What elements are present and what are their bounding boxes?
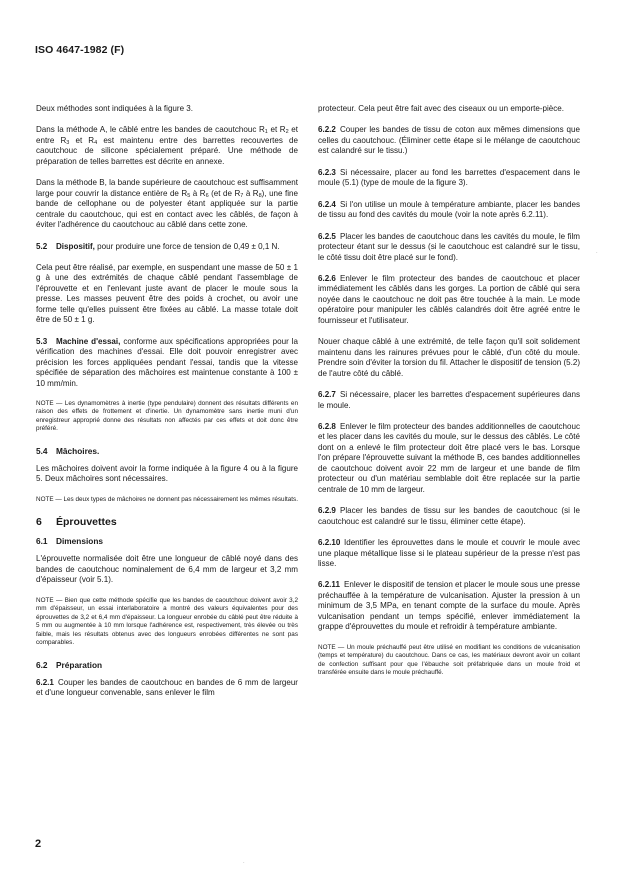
page-number: 2 [35,838,42,850]
section-5-3: 5.3 Machine d'essai, conforme aux spécifications appropriées pour la vérification des machines d'essai. Elle doit pouvoir enregistrer avec précision les forces appliquées pendant l'essai, tandis que la vitesse spécifiée de séparation des mâchoires est maintenue constante à 100 ± 10 mm/min. [36,336,298,388]
section-6-2-7: 6.2.7 Si nécessaire, placer les barrettes d'espacement supérieures dans le moule. [318,390,580,410]
section-5-2: 5.2 Dispositif, pour produire une force de tension de 0,49 ± 0,1 N. [36,241,280,251]
note: NOTE — Les deux types de mâchoires ne donnent pas nécessairement les mêmes résultats. [36,495,298,503]
paragraph-method-a: Dans la méthode A, le câblé entre les bandes de caoutchouc $R_1$ et $R_2$ et entre $R_3$ et $R_4$ est maintenu entre des barrettes recouvertes de caoutchouc de silicone spécialement préparé. Une méthode de préparation de telles barrettes est décrite en annexe. [36,125,299,166]
section-6-2-11: 6.2.11 Enlever le dispositif de tension et placer le moule sous une presse préchauffée à la température de vulcanisation. Ajuster la pression à un minimum de 3,5 MPa, en tenant compte de la surface du moule. Après vulcanisation pendant un temps spécifié, enlever immédiatement la grappe d'éprouvettes du moule et refroidir à température ambiante. [318,580,580,632]
section-6-2-1: 6.2.1 Couper les bandes de caoutchouc en bandes de 6 mm de largeur et d'une longueur convenable, sans enlever le film [36,677,298,698]
section-6-heading: 6 Éprouvettes [36,516,117,529]
section-6-1-heading: 6.1 Dimensions [36,536,104,547]
section-6-2-2: 6.2.2 Couper les bandes de tissu de coton aux mêmes dimensions que celles du caoutchouc. (Éliminer cette étape si le mélange de caoutchouc est calandré sur le tissu.) [318,125,580,156]
paragraph: L'éprouvette normalisée doit être une longueur de câblé noyé dans des bandes de caoutchouc nominalement de 6,4 mm de largeur et 3,2 mm d'épaisseur (voir 5.1). [36,554,298,585]
section-6-2-3: 6.2.3 Si nécessaire, placer au fond les barrettes d'espacement dans le moule (5.1) (type de moule de la figure 3). [318,167,580,188]
right-column [318,104,580,690]
paragraph-method-b: Dans la méthode B, la bande supérieure de caoutchouc est suffisamment large pour couvrir la distance entière de $R_5$ à $R_6$ (et de $R_7$ à $R_8$), une fine bande de cellophane ou de polyester étant appliquée sur la partie centrale du caoutchouc, qui est en contact avec les câblés, de façon à éviter l'adhérence du caoutchouc au câblé dans cette zone. [36,178,298,230]
scan-speck: · [243,860,245,866]
left-column [36,104,298,710]
section-6-2-4: 6.2.4 Si l'on utilise un moule à température ambiante, placer les bandes de tissu au fond des cavités du moule (voir la note après 6.2.11). [318,199,580,220]
paragraph: Nouer chaque câblé à une extrémité, de telle façon qu'il soit solidement maintenu dans les rainures prévues pour le câblé, d'un côté du moule. Prendre soin d'éviter la torsion du fil. Attacher le dispositif de tension (5.2) de l'autre côté du câblé. [318,337,580,378]
section-6-2-9: 6.2.9 Placer les bandes de tissu sur les bandes de caoutchouc (si le caoutchouc est calandré sur le tissu, éliminer cette étape). [318,506,580,526]
note: NOTE — Les dynamomètres à inertie (type pendulaire) donnent des résultats différents en raison des effets de frottement et d'inertie. Un dynamomètre sans inertie muni d'un enregistreur approprié donne des résultats non affectés par ces effets et doit donc être préféré. [36,399,298,433]
note: NOTE — Un moule préchauffé peut être utilisé en modifiant les conditions de vulcanisation (temps et température) du caoutchouc. Dans ce cas, les matériaux devront avoir un collant de confection suffisant pour que l'ébauche soit préfabriquée dans un moule froid et transférée ensuite dans le moule préchauffé. [318,643,580,677]
section-6-2-10: 6.2.10 Identifier les éprouvettes dans le moule et couvrir le moule avec une plaque métallique lisse si le plateau supérieur de la presse n'est pas lisse. [318,538,580,568]
paragraph: Cela peut être réalisé, par exemple, en suspendant une masse de 50 ± 1 g à une des extrémités de chaque câblé pendant l'assemblage de l'éprouvette et en l'enlevant juste avant de placer le moule sous la presse. Les masses peuvent être des poids à crochet, ou avoir une forme telle qu'elles puissent être fixées au câblé. La masse totale doit être de 50 ± 1 g. [36,262,298,325]
section-6-2-6: 6.2.6 Enlever le film protecteur des bandes de caoutchouc et placer immédiatement les câblés dans les gorges. La portion de câblé qui sera noyée dans le caoutchouc ne doit pas être touchée à la main. Le mode opératoire pour manipuler les câblés calandrés doit être agréé entre le fournisseur et l'utilisateur. [318,273,580,325]
section-6-2-heading: 6.2 Préparation [36,659,103,670]
scan-speck: · [596,250,598,256]
paragraph: protecteur. Cela peut être fait avec des ciseaux ou un emporte-pièce. [318,104,565,113]
note: NOTE — Bien que cette méthode spécifie que les bandes de caoutchouc doivent avoir 3,2 mm d'épaisseur, un essai interlaboratoire a montré des valeurs équivalentes pour des éprouvettes de 3,2 et 6,4 mm d'épaisseur. La longueur enrobée du câblé peut être réduite à 5 mm ou augmentée à 10 mm lorsque l'adhérence est, respectivement, très élevée ou très faible, mais les résultats obtenus avec des longueurs enrobées différentes ne sont pas comparables. [36,596,298,647]
section-6-2-5: 6.2.5 Placer les bandes de caoutchouc dans les cavités du moule, le film protecteur étant sur le dessus (si le caoutchouc est calandré sur le tissu, le côté tissu doit être placé sur le fond). [318,231,580,262]
document-header: ISO 4647-1982 (F) [35,44,125,56]
section-5-4-heading: 5.4 Mâchoires. [36,445,100,456]
paragraph: Les mâchoires doivent avoir la forme indiquée à la figure 4 ou à la figure 5. Deux mâchoires sont nécessaires. [36,463,298,484]
section-6-2-8: 6.2.8 Enlever le film protecteur des bandes additionnelles de caoutchouc et les placer dans les cavités du moule, sur le dessus des câblés. Le côté dont on a enlevé le film protecteur doit être placé vers le bas. Lorsque l'on prépare l'éprouvette suivant la méthode B, ces bandes additionnelles de caoutchouc doivent avoir 22 mm de largeur et une bande de film protecteur ou d'un matériau semblable doit être replacée sur la partie centrale de 10 mm de largeur. [318,421,580,494]
paragraph: Deux méthodes sont indiquées à la figure 3. [36,104,194,113]
